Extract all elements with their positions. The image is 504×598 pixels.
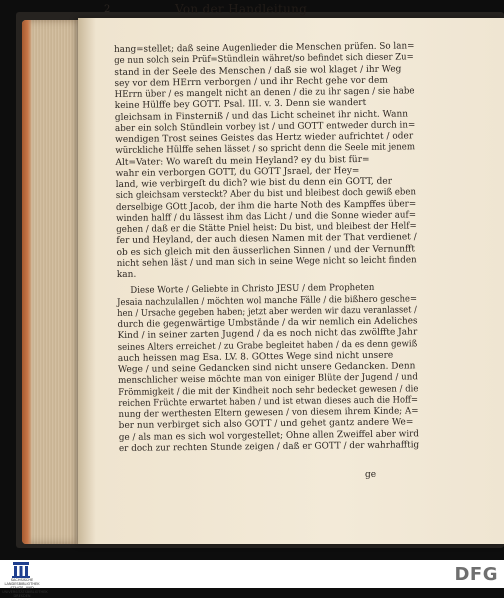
text-line: Jesaia nachzulallen / möchten wol manche Fälle / die bißhero gesche=	[117, 293, 418, 308]
text-line: fer und Heyland, der auch diesen Namen mit der That verdienet /	[116, 232, 417, 247]
footer-bar	[0, 560, 504, 598]
book-page-edges	[22, 20, 84, 544]
text-line: hen / Ursache gegeben haben; jetzt aber werden wir dazu veranlasset /	[117, 305, 417, 319]
text-line: ge / als man es sich wol vorgestellet; Ohne allen Zweiffel aber wird	[118, 428, 420, 443]
text-line: stand in der Seele des Menschen / daß sie wol klaget / ihr Weg	[114, 63, 402, 78]
text-line: kan.	[116, 269, 137, 280]
running-head: Von der Handleitung	[175, 2, 308, 16]
text-line: sich gleichsam versteckt? Aber du bist und bleibest doch gewiß eben	[115, 187, 416, 202]
text-line: sey vor dem HErrn verborgen / und ihr Recht gehe vor dem	[114, 75, 388, 89]
text-line: ge nun solch sein Prüf=Stündlein währet/so befindet sich dieser Zu=	[114, 52, 414, 67]
text-line: Alt=Vater: Wo wareſt du mein Heyland? ey du bist für=	[115, 154, 370, 168]
body-text	[114, 41, 419, 455]
text-line: Diese Worte / Geliebte in Christo JESU / dem Propheten	[130, 283, 375, 297]
library-name: SÄCHSISCHE LANDESBIBLIOTHEK STAATS- UND UNIVERSITÄTSBIBLIOTHEK DRESDEN	[2, 578, 48, 598]
text-line: gleichsam in Finsterniß / und das Licht scheinet ihr nicht. Wann	[114, 108, 409, 123]
catchword: ge	[365, 470, 377, 480]
text-line: land, wie verbirgeſt du dich? wie bist du denn ein GOTT, der	[115, 176, 393, 190]
text-line: hang=stellet; daß seine Augenlieder die Menschen prüfen. So lan=	[114, 41, 415, 55]
text-line: keine Hülffe bey GOTT. Psal. III. v. 3. Denn sie wandert	[114, 98, 367, 112]
dfg-logo: DFG	[454, 564, 498, 585]
text-line: gehen / daß er die Stätte Pniel heist: Du bist, und bleibest der Helf=	[116, 221, 417, 235]
text-line: menschlicher weise möchte man von einiger Blüte der Jugend / und	[118, 372, 419, 387]
page-number: 2	[104, 4, 111, 15]
text-line: aber ein solch Stündlein vorbey ist / und GOTT entweder durch in=	[114, 120, 416, 134]
text-line: würckliche Hülffe sehen lässet / so spricht denn die Seele mit jenem	[115, 142, 416, 157]
text-line: HErrn über / es mangelt nicht an denen / die zu ihr sagen / sie habe	[114, 86, 415, 100]
text-line: ob es sich gleich mit den äusserlichen Sinnen / und der Vernunfft	[116, 243, 416, 258]
text-line: derselbige GOtt Jacob, der ihm die harte Noth des Kampffes über=	[115, 198, 417, 213]
text-line: Kind / in seiner zarten Jugend / da es noch nicht das zwölffte Jahr	[117, 327, 418, 342]
text-line: wendigen Trost seines Geistes das Hertz wieder aufrichtet / oder	[115, 131, 414, 145]
text-line: nung der werthesten Eltern gewesen / von diesem ihrem Kinde; A=	[118, 406, 419, 420]
text-line: wahr ein verborgen GOTT, du GOTT Jsrael, der Hey=	[115, 165, 360, 179]
text-line: seines Alters erreichet / zu Grabe begleitet haben / da es denn gewiß	[117, 338, 418, 353]
text-line: er doch zur rechten Stunde zeigen / daß er GOTT / der wahrhafftig	[118, 440, 420, 454]
text-line: auch heissen mag Esa. LV. 8. GOttes Wege sind nicht unsere	[117, 350, 394, 364]
text-line: winden halff / du lässest ihm das Licht / und die Sonne wieder auf=	[116, 210, 417, 224]
text-line: Frömmigkeit / die mit der Kindheit noch sehr bedecket gewesen / die	[118, 383, 419, 398]
text-line: Wege / und seine Gedancken sind nicht unsere Gedancken. Denn	[117, 361, 416, 375]
text-line: nicht sehen läst / und man sich in seine Wege nicht so leicht finden	[116, 255, 417, 269]
text-line: ber nun verbirget sich also GOTT / und gehet gantz andere We=	[118, 417, 414, 432]
text-line: reichen Früchte erwartet haben / und ist etwan dieses auch die Hoff=	[118, 395, 419, 409]
text-line: durch die gegenwärtige Umbstände / da wir nemlich ein Adeliches	[117, 316, 418, 330]
